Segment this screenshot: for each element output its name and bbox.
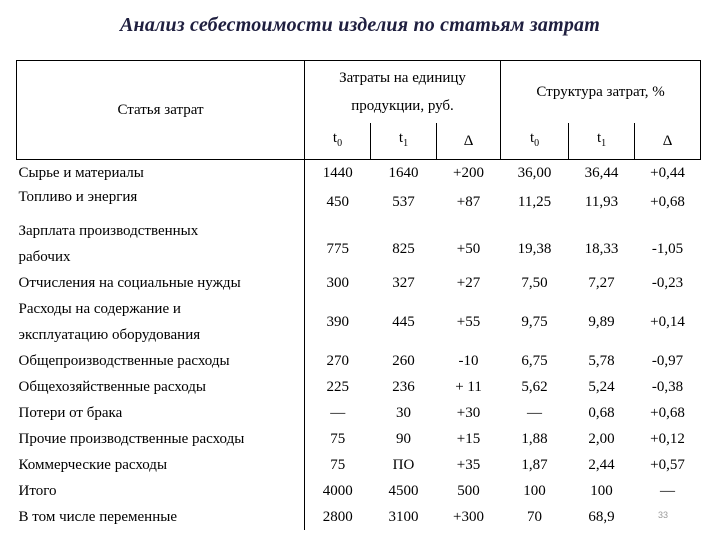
- cell-cost-delta: +35: [456, 457, 481, 473]
- cell-structure-t0: 100: [523, 483, 546, 499]
- cell-structure-t1: 5,24: [588, 379, 615, 395]
- header-group-cost-line1: Затраты на единицу: [339, 70, 466, 86]
- cell-structure-delta: -0,97: [651, 353, 684, 369]
- header-structure-t1: $t_1$: [569, 123, 635, 160]
- cell-structure-delta: -1,05: [651, 241, 684, 257]
- table-row: [17, 218, 701, 270]
- cell-structure-t0: 9,75: [521, 314, 548, 330]
- cell-cost-t1: 1640: [388, 165, 419, 181]
- cell-structure-t1: 2,00: [588, 431, 615, 447]
- cell-cost-delta: +55: [456, 314, 481, 330]
- row-label: Итого: [17, 478, 305, 504]
- row-label: Общепроизводственные расходы: [17, 348, 305, 374]
- row-label: Сырье и материалы: [17, 160, 305, 187]
- cell-structure-delta: —: [660, 483, 676, 499]
- cell-cost-t1: 537: [392, 194, 415, 210]
- header-structure-t0: $t_0$: [501, 123, 569, 160]
- cell-cost-t0: 2800: [322, 509, 353, 525]
- cell-structure-delta: +0,14: [650, 314, 685, 330]
- cell-cost-t1: 260: [392, 353, 415, 369]
- cell-cost-t0: —: [330, 405, 346, 421]
- cell-cost-t0: 300: [326, 275, 349, 291]
- cell-structure-t0: —: [527, 405, 543, 421]
- cell-cost-t0: 75: [330, 457, 346, 473]
- table-row: [17, 160, 701, 187]
- row-label-line1: Расходы на содержание и: [18, 301, 181, 317]
- cell-cost-t0: 225: [326, 379, 349, 395]
- cell-cost-t0: 75: [330, 431, 346, 447]
- cell-structure-delta: +0,57: [650, 457, 685, 473]
- header-cost-t0: $t_0$: [305, 123, 371, 160]
- cell-structure-t0: 36,00: [517, 165, 552, 181]
- table-row: [17, 400, 701, 426]
- cell-cost-delta: + 11: [455, 379, 482, 395]
- cell-cost-t1: 445: [392, 314, 415, 330]
- row-label: [17, 296, 305, 348]
- table-row: [17, 452, 701, 478]
- cell-structure-t1: 11,93: [584, 194, 619, 210]
- table-row: [17, 296, 701, 348]
- cell-structure-delta: +0,12: [650, 431, 685, 447]
- row-label: Потери от брака: [17, 400, 305, 426]
- row-label-line2: рабочих: [18, 249, 71, 265]
- header-group-structure: Структура затрат, %: [501, 61, 701, 124]
- cell-structure-t1: 7,27: [588, 275, 615, 291]
- cell-cost-delta: +30: [456, 405, 481, 421]
- cell-cost-delta: 500: [457, 483, 480, 499]
- cell-structure-t0: 6,75: [521, 353, 548, 369]
- cell-cost-t1: 236: [392, 379, 415, 395]
- cell-cost-t0: 775: [326, 241, 349, 257]
- cell-structure-delta: +0,68: [650, 405, 685, 421]
- cell-cost-t1: ПО: [392, 457, 415, 473]
- cell-structure-t1: 0,68: [588, 405, 615, 421]
- page-title: Анализ себестоимости изделия по статьям затрат: [119, 14, 601, 36]
- cell-cost-t1: 4500: [388, 483, 419, 499]
- cell-structure-t0: 5,62: [521, 379, 548, 395]
- cell-structure-t0: 7,50: [521, 275, 548, 291]
- row-label: Топливо и энергия: [17, 186, 305, 218]
- row-label-line1: Зарплата производственных: [18, 223, 199, 239]
- cell-cost-t1: 3100: [388, 509, 419, 525]
- table-row: [17, 348, 701, 374]
- cell-structure-delta: -0,38: [651, 379, 684, 395]
- cost-analysis-table: [16, 60, 700, 530]
- cell-structure-t1: 5,78: [588, 353, 615, 369]
- cell-cost-delta: +300: [453, 509, 484, 525]
- header-cost-delta: Δ: [437, 123, 501, 160]
- cell-cost-t1: 30: [396, 405, 411, 421]
- cell-cost-t0: 450: [326, 194, 349, 210]
- cell-structure-t1: 18,33: [584, 241, 619, 257]
- cell-structure-delta: -0,23: [651, 275, 684, 291]
- cell-cost-t0: 4000: [322, 483, 353, 499]
- header-structure-delta: Δ: [635, 123, 701, 160]
- cell-cost-delta: +27: [456, 275, 481, 291]
- header-item-column: Статья затрат: [17, 61, 305, 160]
- cell-structure-t1: 2,44: [588, 457, 615, 473]
- cell-structure-delta: +0,68: [650, 194, 685, 210]
- table-row: [17, 426, 701, 452]
- cell-cost-delta: +200: [453, 165, 484, 181]
- row-label: Отчисления на социальные нужды: [17, 270, 305, 296]
- cell-structure-t1: 9,89: [588, 314, 615, 330]
- cell-structure-delta: +0,44: [650, 165, 685, 181]
- cell-cost-delta: +87: [456, 194, 481, 210]
- cell-cost-t0: 1440: [322, 165, 353, 181]
- cell-cost-delta: -10: [458, 353, 479, 369]
- table-row: [17, 504, 701, 530]
- cell-structure-t0: 19,38: [517, 241, 552, 257]
- cell-structure-t1: 36,44: [584, 165, 619, 181]
- row-label-line2: эксплуатацию оборудования: [18, 327, 201, 343]
- cell-structure-t0: 1,87: [521, 457, 548, 473]
- cell-structure-t0: 11,25: [517, 194, 552, 210]
- table-row: [17, 478, 701, 504]
- cell-structure-t0: 70: [527, 509, 543, 525]
- cell-cost-t0: 270: [326, 353, 349, 369]
- cell-cost-t1: 825: [392, 241, 415, 257]
- row-label: [17, 218, 305, 270]
- cell-cost-delta: +50: [456, 241, 481, 257]
- cell-structure-t1: 68,9: [588, 509, 615, 525]
- row-label: Коммерческие расходы: [17, 452, 305, 478]
- cell-structure-t1: 100: [590, 483, 613, 499]
- page-number: 33: [658, 510, 669, 520]
- header-group-cost: [305, 61, 501, 124]
- table-row: [17, 270, 701, 296]
- cell-cost-delta: +15: [456, 431, 481, 447]
- header-cost-t1: $t_1$: [371, 123, 437, 160]
- row-label: В том числе переменные: [17, 504, 305, 530]
- table-row: [17, 374, 701, 400]
- header-group-cost-line2: продукции, руб.: [351, 98, 454, 114]
- cell-cost-t0: 390: [326, 314, 349, 330]
- row-label: Прочие производственные расходы: [17, 426, 305, 452]
- cell-structure-t0: 1,88: [521, 431, 548, 447]
- cell-cost-t1: 327: [392, 275, 415, 291]
- table-row: [17, 186, 701, 218]
- cell-cost-t1: 90: [396, 431, 411, 447]
- row-label: Общехозяйственные расходы: [17, 374, 305, 400]
